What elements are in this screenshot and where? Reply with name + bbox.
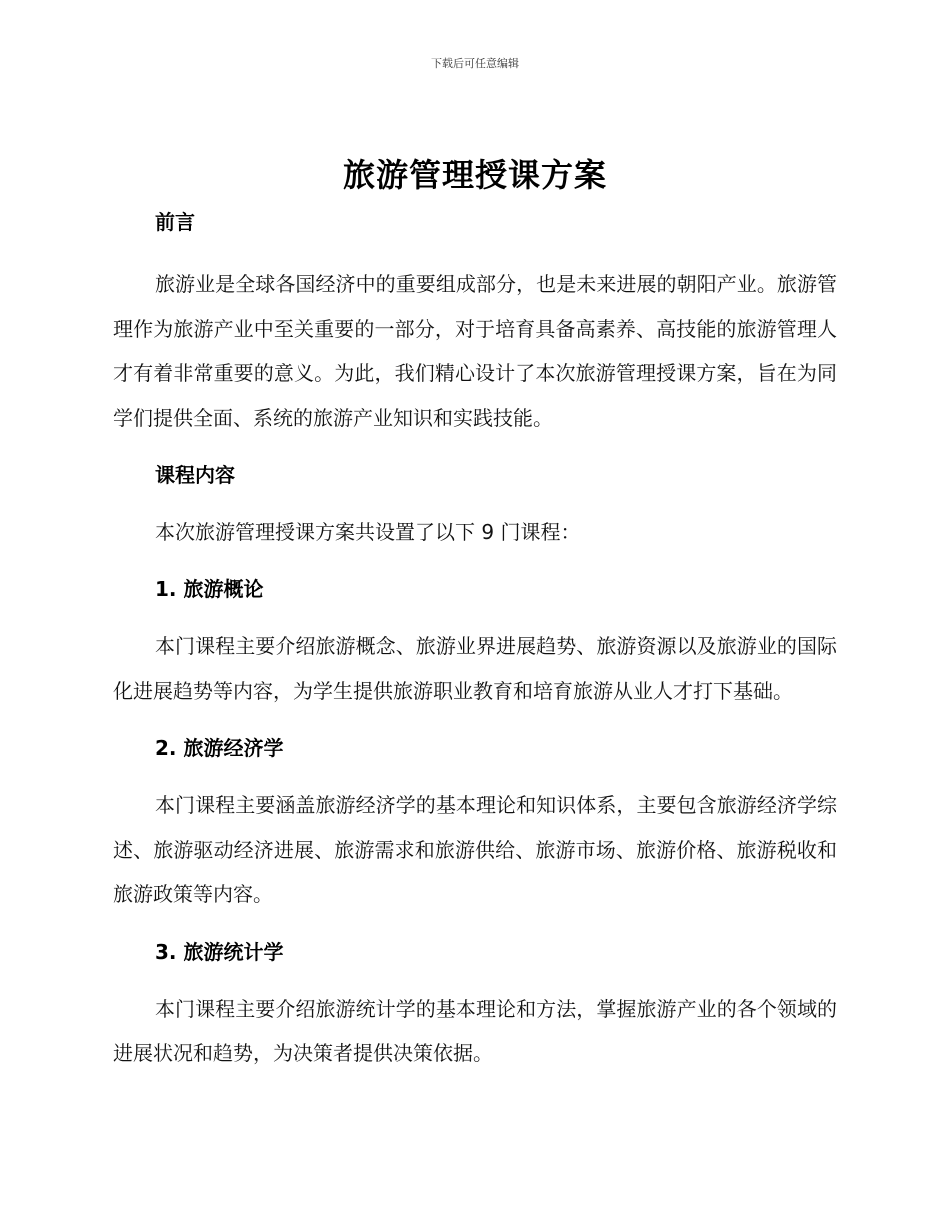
course-1-heading: 1. 旅游概论 (155, 577, 264, 601)
course-1-paragraph: 本门课程主要介绍旅游概念、旅游业界进展趋势、旅游资源以及旅游业的国际化进展趋势等内容，为学生提供旅游职业教育和培育旅游从业人才打下基础。 (113, 634, 837, 703)
preface-heading: 前言 (155, 210, 195, 234)
course-2-paragraph: 本门课程主要涵盖旅游经济学的基本理论和知识体系，主要包含旅游经济学综述、旅游驱动经济进展、旅游需求和旅游供给、旅游市场、旅游价格、旅游税收和旅游政策等内容。 (113, 793, 837, 906)
document-title: 旅游管理授课方案 (342, 156, 607, 194)
course-content-intro: 本次旅游管理授课方案共设置了以下 9 门课程： (155, 520, 581, 544)
document-body (113, 207, 837, 1076)
course-2-heading: 2. 旅游经济学 (155, 736, 284, 760)
course-3-paragraph: 本门课程主要介绍旅游统计学的基本理论和方法，掌握旅游产业的各个领域的进展状况和趋势，为决策者提供决策依据。 (113, 996, 837, 1065)
course-3-heading: 3. 旅游统计学 (155, 939, 284, 964)
course-content-heading: 课程内容 (155, 463, 235, 487)
header-note: 下载后可任意编辑 (431, 57, 519, 70)
preface-paragraph: 旅游业是全球各国经济中的重要组成部分，也是未来进展的朝阳产业。旅游管理作为旅游产业中至关重要的一部分，对于培育具备高素养、高技能的旅游管理人才有着非常重要的意义。为此，我们精心设计了本次旅游管理授课方案，旨在为同学们提供全面、系统的旅游产业知识和实践技能。 (113, 272, 837, 430)
